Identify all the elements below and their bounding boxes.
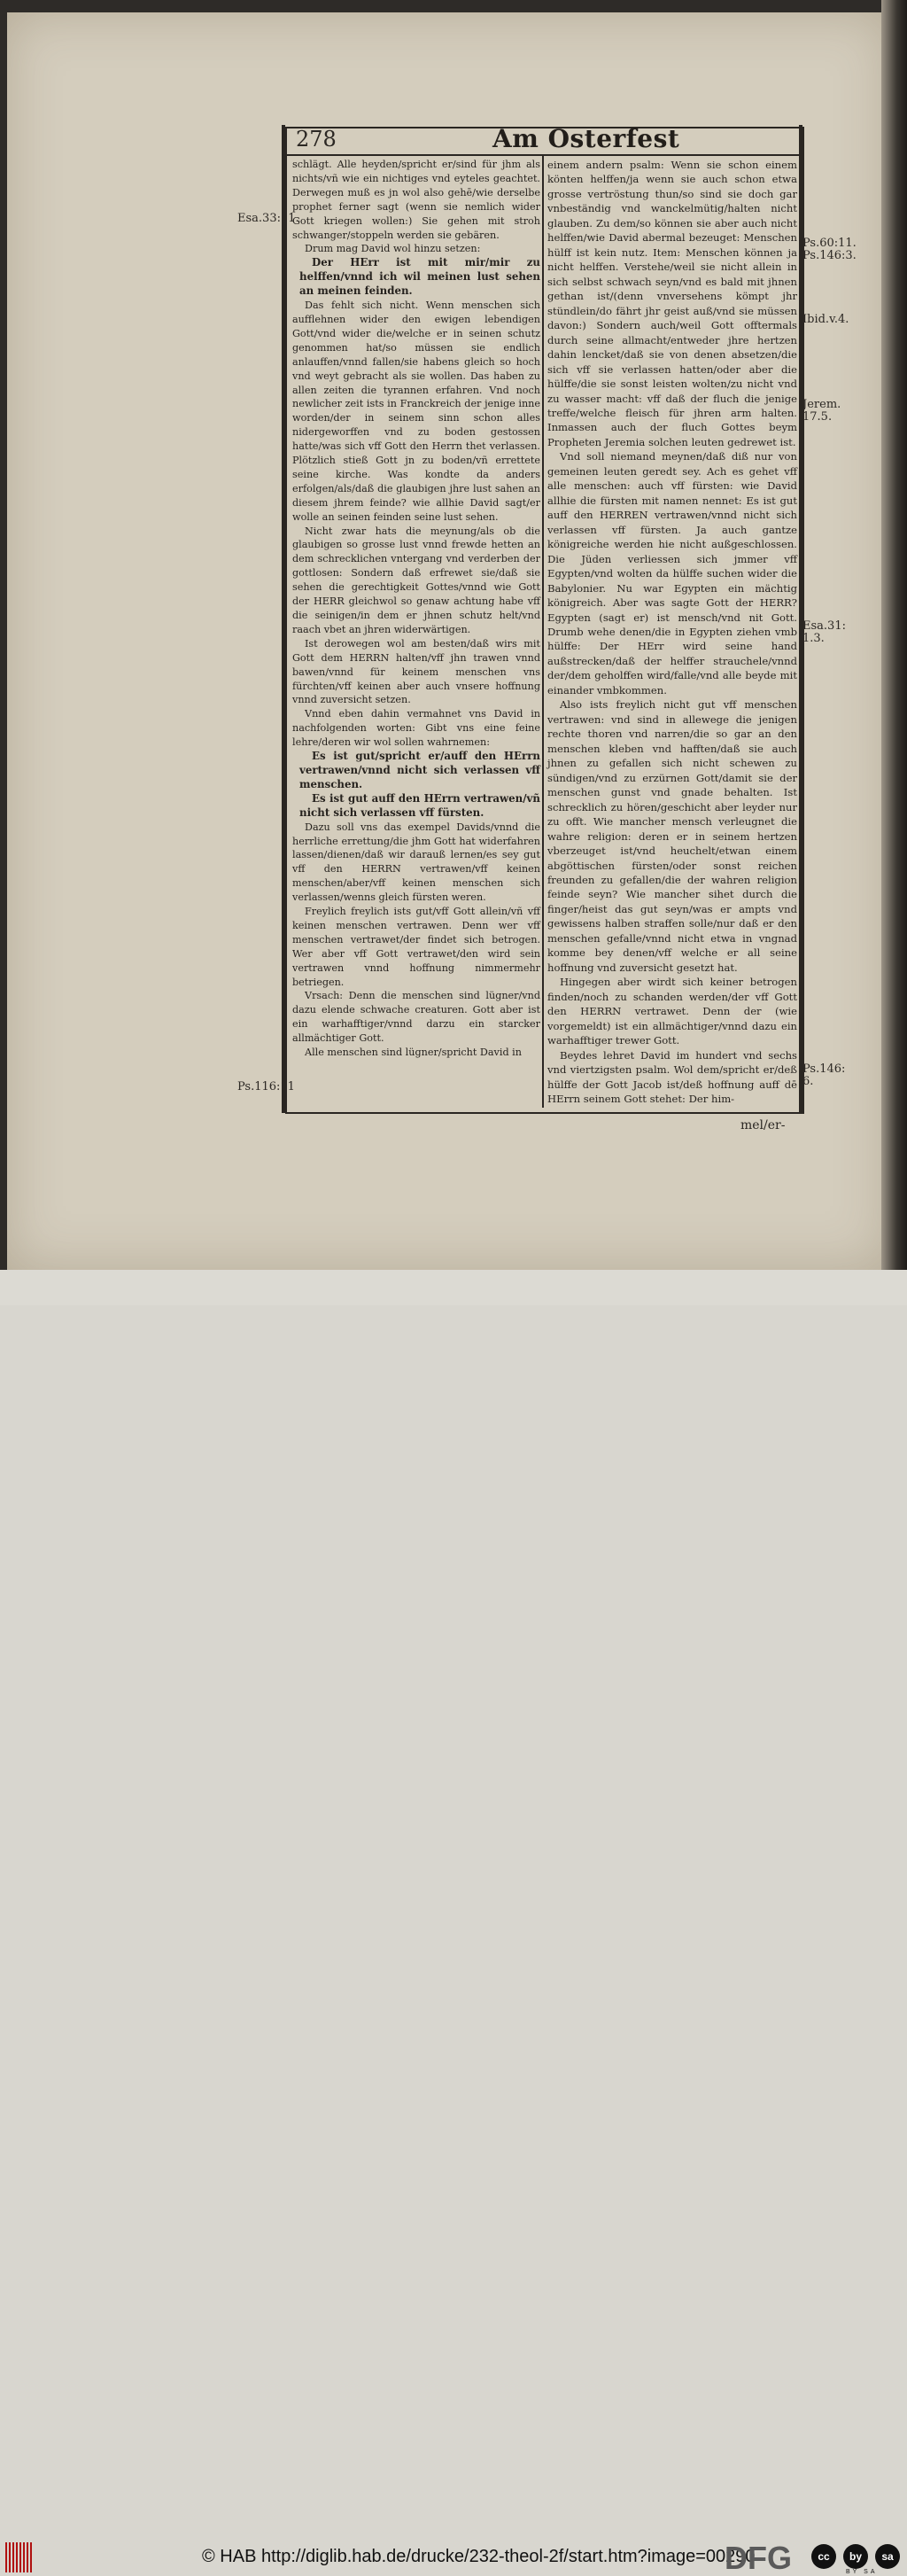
margin-note-ibid: Ibid.v.4. <box>802 313 849 326</box>
sa-license-icon[interactable]: sa <box>875 2544 900 2569</box>
paragraph: Vnnd eben dahin vermahnet vns David in nachfolgenden worten: Gibt vns eine feine lehre/deren wir wol sollen wahrnemen: <box>292 708 540 749</box>
right-column <box>547 158 797 1106</box>
margin-note-ps146: Ps.146: 6. <box>802 1062 846 1088</box>
left-column <box>292 158 540 1060</box>
paragraph: Das fehlt sich nicht. Wenn menschen sich aufflehnen wider den ewigen lebendigen Gott/vnd wider die/welche er in seinen schutz genommen hat/so müssen sie endlich anlauffen/vnnd fallen/sie habens gleich so hoch vnd weyt gebracht als sie wollen. Das haben zu allen zeiten die tyrannen erfahren. Vnd noch newlicher zeit ists in Franckreich der jenige inne worden/der in seinem sinn schon alles nidergeworffen vnd zu boden gestossen hatte/was sich vff Gott den Herrn thet verlassen. Plötzlich stieß Gott jn zu boden/vñ errettete seine kirche. Was kondte da anders erfolgen/als/daß die glaubigen jhre lust sahen an diesem jhrem feinde? wie allhie David sagt/er wolle an seinen feinden seine lust sehen. <box>292 300 540 523</box>
margin-note-esa33: Esa.33:11. <box>237 212 299 225</box>
paragraph: Dazu soll vns das exempel Davids/vnnd die herrliche errettung/die jhm Gott hat widerfahren lassen/dienen/daß wir darauß lernen/es sey gut vff den HERRN vertrawen/vff keinen menschen/aber/vff keinen menschen sich verlassen/wenns gleich fürsten weren. <box>292 821 540 904</box>
header-rule <box>285 154 802 156</box>
margin-note-ps60: Ps.60:11. Ps.146:3. <box>802 237 857 262</box>
margin-note-esa31: Esa.31: 1.3. <box>802 619 846 645</box>
paragraph: Hingegen aber wirdt sich keiner betrogen finden/noch zu schanden werden/der vff Gott den HERRN vertrawet. Denn der (wie vorgemeldt) ist ein allmächtiger/vnnd dazu ein warhafftiger trewer Gott. <box>547 976 797 1047</box>
margin-note-jerem: Jerem. 17.5. <box>802 398 841 424</box>
hab-barcode-icon <box>5 2542 32 2572</box>
scripture-quote: Der HErr ist mit mir/mir zu helffen/vnnd ich wil meinen lust sehen an meinen feinden. <box>299 256 540 298</box>
paragraph: einem andern psalm: Wenn sie schon einem könten helffen/ja wenn sie auch schon etwa grosse vertröstung thun/so sind sie doch gar vnbeständig vnd wanckelmütig/halten nicht glauben. Zu dem/so können sie aber auch nicht helffen/wie David abermal bezeuget: Menschen hülff ist kein nutz. Item: Menschen können ja nicht helffen. Verstehe/weil sie nicht allein in sich selbst schwach seyn/vnd es bald mit jhnen gethan ist/(denn vnversehens kömpt jhr stündlein/do fährt jhr geist auß/vnd sie müssen davon:) Sondern auch/weil Gott offtermals durch seine allmacht/entweder jhre hertzen dahin lencket/daß sie von denen absetzen/die sich vff sie verlassen hatten/oder aber die hülffe/die sie sonst leisten wolten/zu nicht vnd zu wasser macht: vff daß der fluch die jenige treffe/welche fleisch für jhren arm halten. Inmassen auch der fluch Gottes beym Propheten Jeremia solchen leuten gedrewet ist. <box>547 159 797 448</box>
license-label: BY SA <box>846 2569 878 2575</box>
column-divider <box>542 156 544 1108</box>
paragraph: Drum mag David wol hinzu setzen: <box>305 243 481 255</box>
page-number: 278 <box>296 127 337 152</box>
margin-note-ps116: Ps.116:11 <box>237 1080 295 1093</box>
paragraph: Freylich freylich ists gut/vff Gott allein/vñ vff keinen menschen vertrawen. Denn wer vff menschen vertrawet/der findet sich betrogen. Wer aber vff Gott vertrawet/den wird sein vertrawen vnnd hoffnung nimmermehr betriegen. <box>292 906 540 988</box>
paragraph: Vrsach: Denn die menschen sind lügner/vnd dazu elende schwache creaturen. Gott aber ist ein warhafftiger/vnnd darzu ein starcker allmächtiger Gott. <box>292 990 540 1045</box>
scripture-quote: Es ist gut auff den HErrn vertrawen/vñ nicht sich verlassen vff fürsten. <box>299 791 540 819</box>
attribution-link[interactable]: © HAB http://diglib.hab.de/drucke/232-theol-2f/start.htm?image=00290 <box>202 2547 756 2566</box>
scripture-quote: Es ist gut/spricht er/auff den HErrn vertrawen/vnnd nicht sich verlassen vff menschen. <box>299 750 540 790</box>
paragraph: Nicht zwar hats die meynung/als ob die glaubigen so grosse lust vnnd frewde hetten an dem schrecklichen vntergang vnd verderben der gottlosen: Sondern daß erfrewet sie/daß sie sehen die gerechtigkeit Gottes/vnnd wie Gott der HERR gleichwol so genaw achtung habe vff die seinigen/in dem er jhnen schutz helt/vnd raach vbet an jhren widerwärtigen. <box>292 525 540 635</box>
viewer-footer <box>0 1270 907 2576</box>
book-gutter <box>881 0 907 1270</box>
paragraph: Beydes lehret David im hundert vnd sechs vnd viertzigsten psalm. Wol dem/spricht er/deß hülffe der Gott Jacob ist/deß hoffnung auff dē HErrn seinem Gott stehet: Der him- <box>547 1048 797 1105</box>
cc-license-icon[interactable]: cc <box>811 2544 836 2569</box>
dfg-logo: DFG <box>725 2540 792 2576</box>
by-license-icon[interactable]: by <box>843 2544 868 2569</box>
catchword: mel/er- <box>740 1118 786 1132</box>
running-head: Am Osterfest <box>492 124 680 153</box>
scan-background <box>0 0 907 1270</box>
paragraph: Also ists freylich nicht gut vff menschen vertrawen: vnd sind in allewege die jenigen rechte thoren vnd narren/die so gar an den menschen kleben vnd hafften/daß sie auch jhnen zu gefallen sich nicht schewen zu sündigen/vnd zu erzürnen Gott/damit sie der menschen gunst vnd gnade behalten. Ist schrecklich zu hören/geschicht aber leyder nur zu offt. Wie mancher mensch verleugnet die wahre religion: deren er in seinem hertzen vberzeuget ist/vnd heuchelt/etwan einem abgöttischen fürsten/oder sonst reichen freunden zu gefallen/die der wahren religion feinde seyn? Wie mancher sihet durch die finger/heist das gut seyn/was er ampts vnd gewissens halben straffen solle/nur daß er den menschen gefalle/vnnd nicht etwa in vngnad komme bey denen/vff welche er all seine hoffnung vnd zuversicht gesetzt hat. <box>547 698 797 974</box>
frame-rule-left <box>282 125 285 1113</box>
paragraph: Ist derowegen wol am besten/daß wirs mit Gott dem HERRN halten/vff jhn trawen vnnd bawen/vnnd für keinem menschen vns fürchten/vff keinen aber auch vnsere hoffnung vnnd zuversicht setzen. <box>292 637 540 706</box>
paragraph: Vnd soll niemand meynen/daß diß nur von gemeinen leuten geredt sey. Ach es gehet vff alle menschen: auch vff fürsten: wie David allhie die fürsten mit namen nennet: Es ist gut auff den HERREN vertrawen/vnnd nicht sich verlassen vff fürsten. Ja auch gantze königreiche werden hie nicht außgeschlossen. Die Jüden verliessen sich jmmer vff Egypten/vnd wolten da hülffe suchen wider die Babylonier. Nu war Egypten ein mächtig königreich. Aber was sagte Gott der HERR? Egypten (sagt er) ist mensch/vnd nit Gott. Drumb wehe denen/die in Egypten ziehen vmb hülffe: Der HErr wird seine hand außstrecken/daß der helffer strauchele/vnnd der/dem geholffen wird/falle/vnd alle beyde mit einander vmbkommen. <box>547 450 797 697</box>
paragraph: Alle menschen sind lügner/spricht David in <box>305 1047 522 1059</box>
paragraph: schlägt. Alle heyden/spricht er/sind für jhm als nichts/vñ wie ein nichtiges vnd eyteles geachtet. Derwegen muß es jn wol also gehē/wie derselbe prophet ferner sagt (wenn sie nemlich wider Gott kriegen wollen:) Sie gehen mit stroh schwanger/stoppeln werden sie gebären. <box>292 159 540 241</box>
